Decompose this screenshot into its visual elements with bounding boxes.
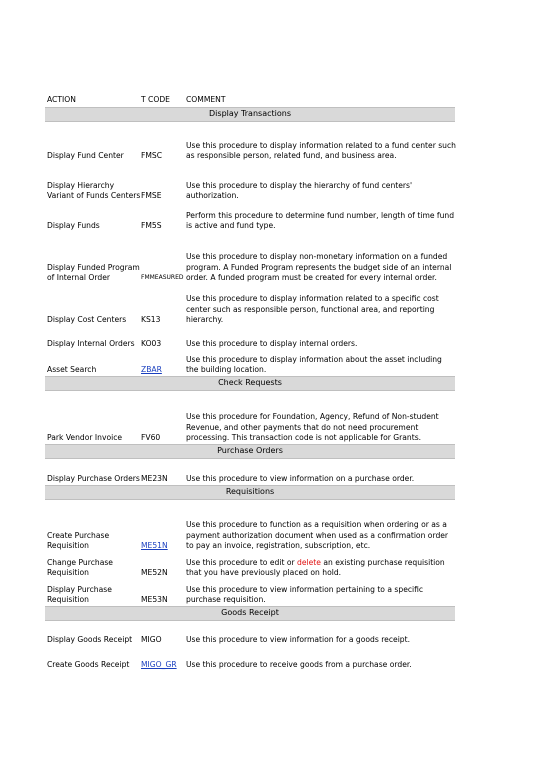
action-cell: Create Goods Receipt [47,659,130,669]
table-row [45,551,455,578]
tcode-cell: FMSE [141,190,162,200]
table-row [45,458,455,484]
table-row [45,349,455,375]
comment-text: an existing purchase requisition that you have previously placed on hold. [186,557,445,577]
action-cell: Display Funds [47,220,100,230]
section-display-transactions: Display Transactions [45,107,455,122]
tcode-cell: KS13 [141,314,161,324]
tcode-cell: FV60 [141,432,161,442]
comment-cell: Use this procedure for Foundation, Agency, Refund of Non-student Revenue, and other payments that do not need procurement processing. This transaction code is not applicable for Grants. [186,412,439,442]
header-comment: COMMENT [186,95,226,104]
comment-cell: Use this procedure to view information on a purchase order. [186,473,415,483]
comment-cell: Use this procedure to display non-monetary information on a funded program. A Funded Program represents the budget side of an internal order. A funded program must be created for every internal order. [186,252,452,282]
action-cell: Display Fund Center [47,150,124,160]
action-cell: Display Purchase Requisition [47,584,112,604]
comment-cell: Use this procedure to display internal orders. [186,338,358,348]
action-cell: Create Purchase Requisition [47,530,110,550]
comment-text: Use this procedure to edit or [186,557,298,567]
comment-cell: Use this procedure to view information for a goods receipt. [186,634,411,644]
comment-cell: Use this procedure to view information pertaining to a specific purchase requisition. [186,584,424,604]
action-cell: Park Vendor Invoice [47,432,123,442]
action-cell: Display Purchase Orders [47,473,140,483]
comment-cell [186,558,456,578]
comment-cell: Use this procedure to receive goods from a purchase order. [186,659,412,669]
tcode-cell: MIGO [141,634,162,644]
action-cell: Asset Search [47,364,97,374]
comment-cell: Use this procedure to display information related to a specific cost center such as responsible person, functional area, and reporting hierarchy. [186,294,439,324]
comment-cell: Use this procedure to display information about the asset including the building location. [186,354,442,374]
action-cell: Display Internal Orders [47,338,135,348]
section-check-requests: Check Requests [45,376,455,391]
tcode-cell: ME53N [141,594,168,604]
tcode-cell: FMSC [141,150,163,160]
table-row [45,499,455,551]
table-row [45,325,455,349]
tcode-cell: ME23N [141,473,168,483]
tcode-link[interactable]: MIGO_GR [141,659,177,669]
header-tcode: T CODE [141,95,170,104]
comment-cell: Use this procedure to display information related to a fund center such as responsible person, related fund, and business area. [186,140,456,160]
table-row [45,390,455,443]
header-action: ACTION [47,95,76,104]
tcode-cell: ME52N [141,567,168,577]
section-goods-receipt: Goods Receipt [45,606,455,621]
tcode-link[interactable]: ZBAR [141,364,162,374]
table-row [45,620,455,645]
action-cell: Display Cost Centers [47,314,127,324]
section-purchase-orders: Purchase Orders [45,444,455,459]
table-row [45,283,455,325]
table-row [45,645,455,670]
table-row [45,578,455,605]
table-row [45,161,455,201]
table-row [45,121,455,161]
tcode-cell: FMMEASURED [141,273,184,281]
table-row [45,231,455,283]
delete-highlight: delete [297,557,321,567]
comment-cell: Perform this procedure to determine fund number, length of time fund is active and fund type. [186,210,455,230]
action-cell: Display Goods Receipt [47,634,133,644]
tcode-cell: KO03 [141,338,162,348]
comment-cell: Use this procedure to function as a requisition when ordering or as a payment authorization document when used as a confirmation order to pay an invoice, registration, subscription, etc. [186,520,449,550]
action-cell: Change Purchase Requisition [47,557,113,577]
tcode-link[interactable]: ME51N [141,540,168,550]
comment-cell: Use this procedure to display the hierarchy of fund centers' authorization. [186,180,413,200]
tcode-cell: FM5S [141,220,162,230]
section-requisitions: Requisitions [45,485,455,500]
action-cell: Display Hierarchy Variant of Funds Centers [47,180,141,200]
action-cell: Display Funded Program of Internal Order [47,262,140,282]
table-row [45,201,455,231]
